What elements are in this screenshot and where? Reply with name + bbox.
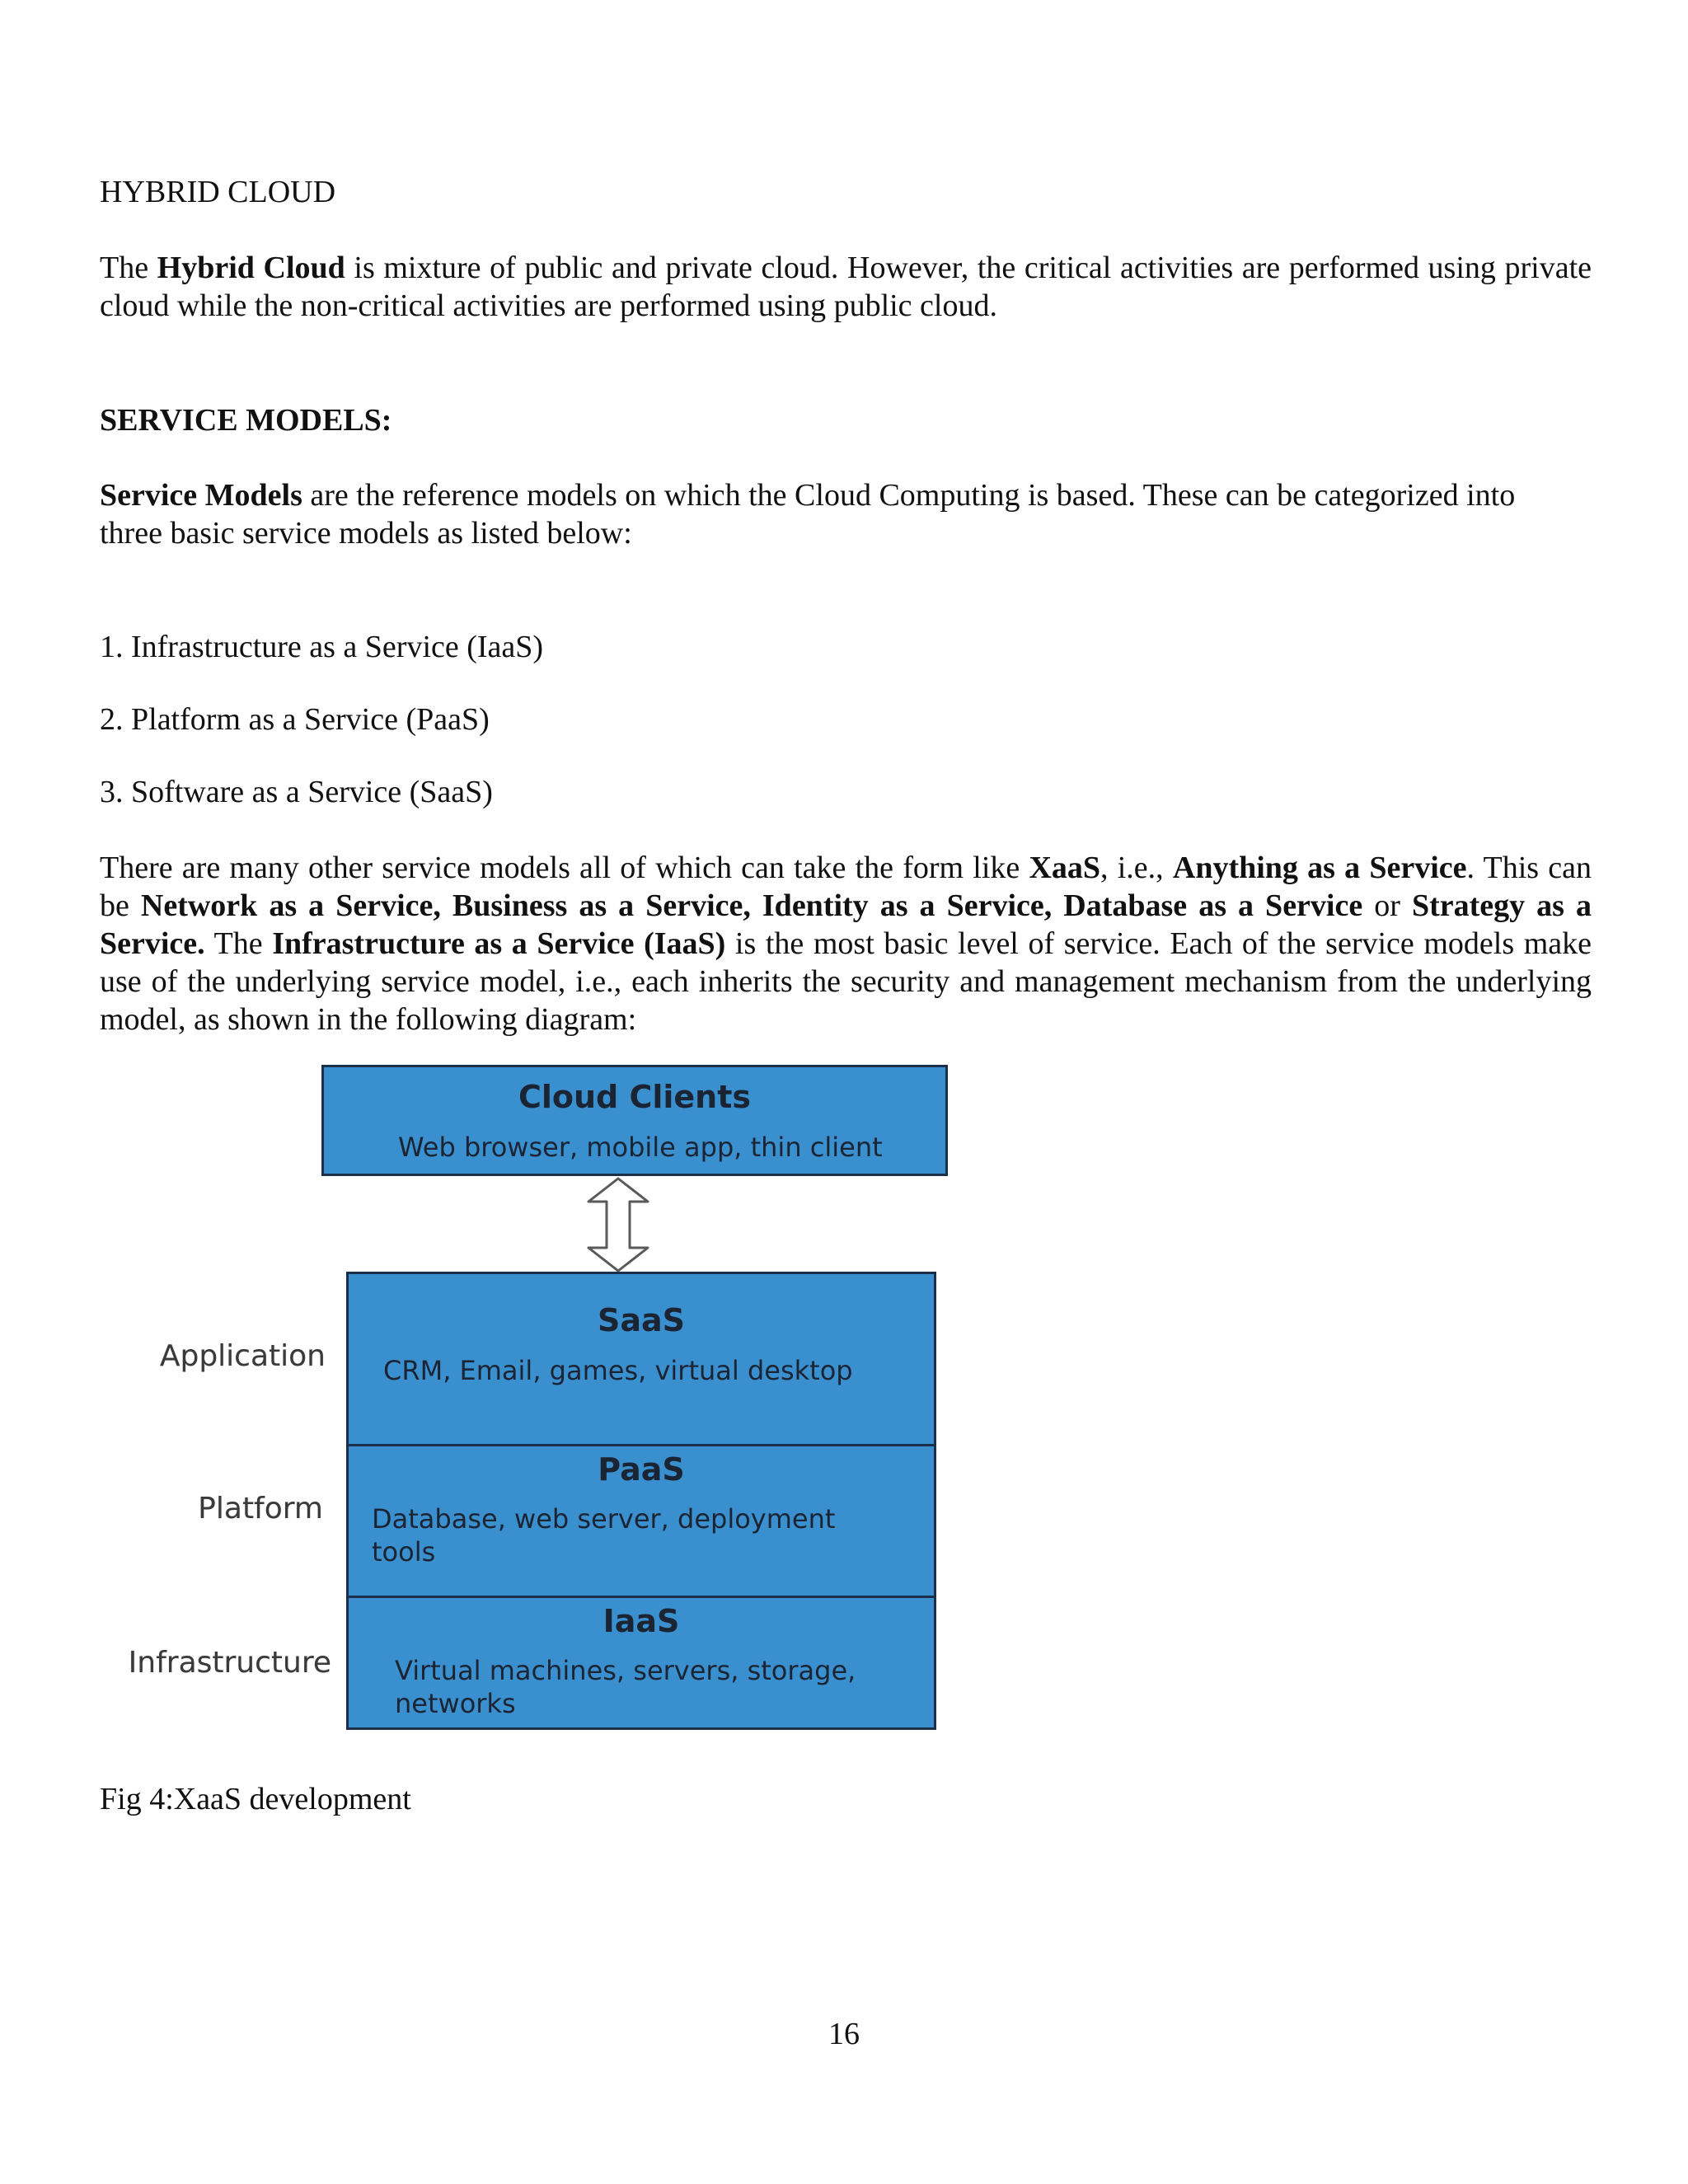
- list-item-saas: 3. Software as a Service (SaaS): [100, 775, 493, 809]
- platform-label: Platform: [198, 1492, 323, 1526]
- figure-caption: Fig 4:XaaS development: [100, 1782, 411, 1816]
- xaas-b5: Infrastructure as a Service (IaaS): [272, 926, 726, 961]
- xaas-b1: XaaS: [1029, 851, 1101, 885]
- iaas-layer: [349, 1598, 934, 1730]
- saas-title: SaaS: [597, 1302, 686, 1338]
- service-models-intro-bold: Service Models: [100, 478, 302, 513]
- list-item-paas: 2. Platform as a Service (PaaS): [100, 702, 490, 737]
- cloud-clients-box: [321, 1065, 948, 1176]
- paas-subtitle-line2: tools: [372, 1536, 436, 1568]
- xaas-b3: Network as a Service, Business as a Service, Identity as a Service, Database as a Service: [140, 888, 1363, 923]
- service-stack-box: [346, 1272, 936, 1730]
- xaas-stack-diagram: [128, 1059, 973, 1747]
- iaas-title: IaaS: [603, 1603, 680, 1639]
- saas-subtitle: CRM, Email, games, virtual desktop: [383, 1355, 853, 1386]
- xaas-paragraph: [100, 849, 1592, 1038]
- hybrid-text-1: The: [100, 251, 157, 285]
- xaas-t3: . This can be: [100, 851, 1592, 923]
- hybrid-cloud-heading: HYBRID CLOUD: [100, 175, 336, 209]
- hybrid-text-2: is mixture of public and private cloud. However, the critical activities are performed using private cloud while the non-critical activities are performed using public cloud.: [100, 251, 1592, 323]
- hybrid-bold: Hybrid Cloud: [157, 251, 345, 285]
- xaas-b4: Strategy as a Service.: [100, 888, 1592, 961]
- xaas-t4: or: [1362, 888, 1412, 923]
- double-headed-vertical-arrow-icon: [585, 1177, 651, 1272]
- iaas-subtitle-line2: networks: [395, 1688, 516, 1719]
- xaas-b2: Anything as a Service: [1172, 851, 1467, 885]
- saas-layer: [349, 1274, 934, 1446]
- xaas-t1: There are many other service models all of which can take the form like: [100, 851, 1029, 885]
- paas-layer: [349, 1446, 934, 1598]
- infrastructure-label: Infrastructure: [128, 1646, 331, 1680]
- application-label: Application: [159, 1339, 326, 1373]
- iaas-subtitle-line1: Virtual machines, servers, storage,: [395, 1655, 856, 1686]
- xaas-t5: The: [204, 926, 273, 961]
- service-models-intro: [100, 476, 1542, 552]
- xaas-t6: is the most basic level of service. Each of the service models make use of the underlying service model, i.e., each inherits the security and management mechanism from the underlying model, as shown in the following diagram:: [100, 926, 1592, 1037]
- service-models-heading: SERVICE MODELS:: [100, 403, 392, 438]
- cloud-clients-title: Cloud Clients: [518, 1079, 752, 1115]
- xaas-t2: , i.e.,: [1100, 851, 1173, 885]
- list-item-iaas: 1. Infrastructure as a Service (IaaS): [100, 630, 544, 664]
- hybrid-cloud-paragraph: [100, 249, 1592, 325]
- cloud-clients-subtitle: Web browser, mobile app, thin client: [398, 1132, 883, 1163]
- page-number: 16: [828, 2017, 860, 2051]
- paas-title: PaaS: [598, 1451, 685, 1488]
- service-models-intro-rest: are the reference models on which the Cloud Computing is based. These can be categorized into three basic service models as listed below:: [100, 478, 1516, 551]
- paas-subtitle-line1: Database, web server, deployment: [372, 1503, 836, 1535]
